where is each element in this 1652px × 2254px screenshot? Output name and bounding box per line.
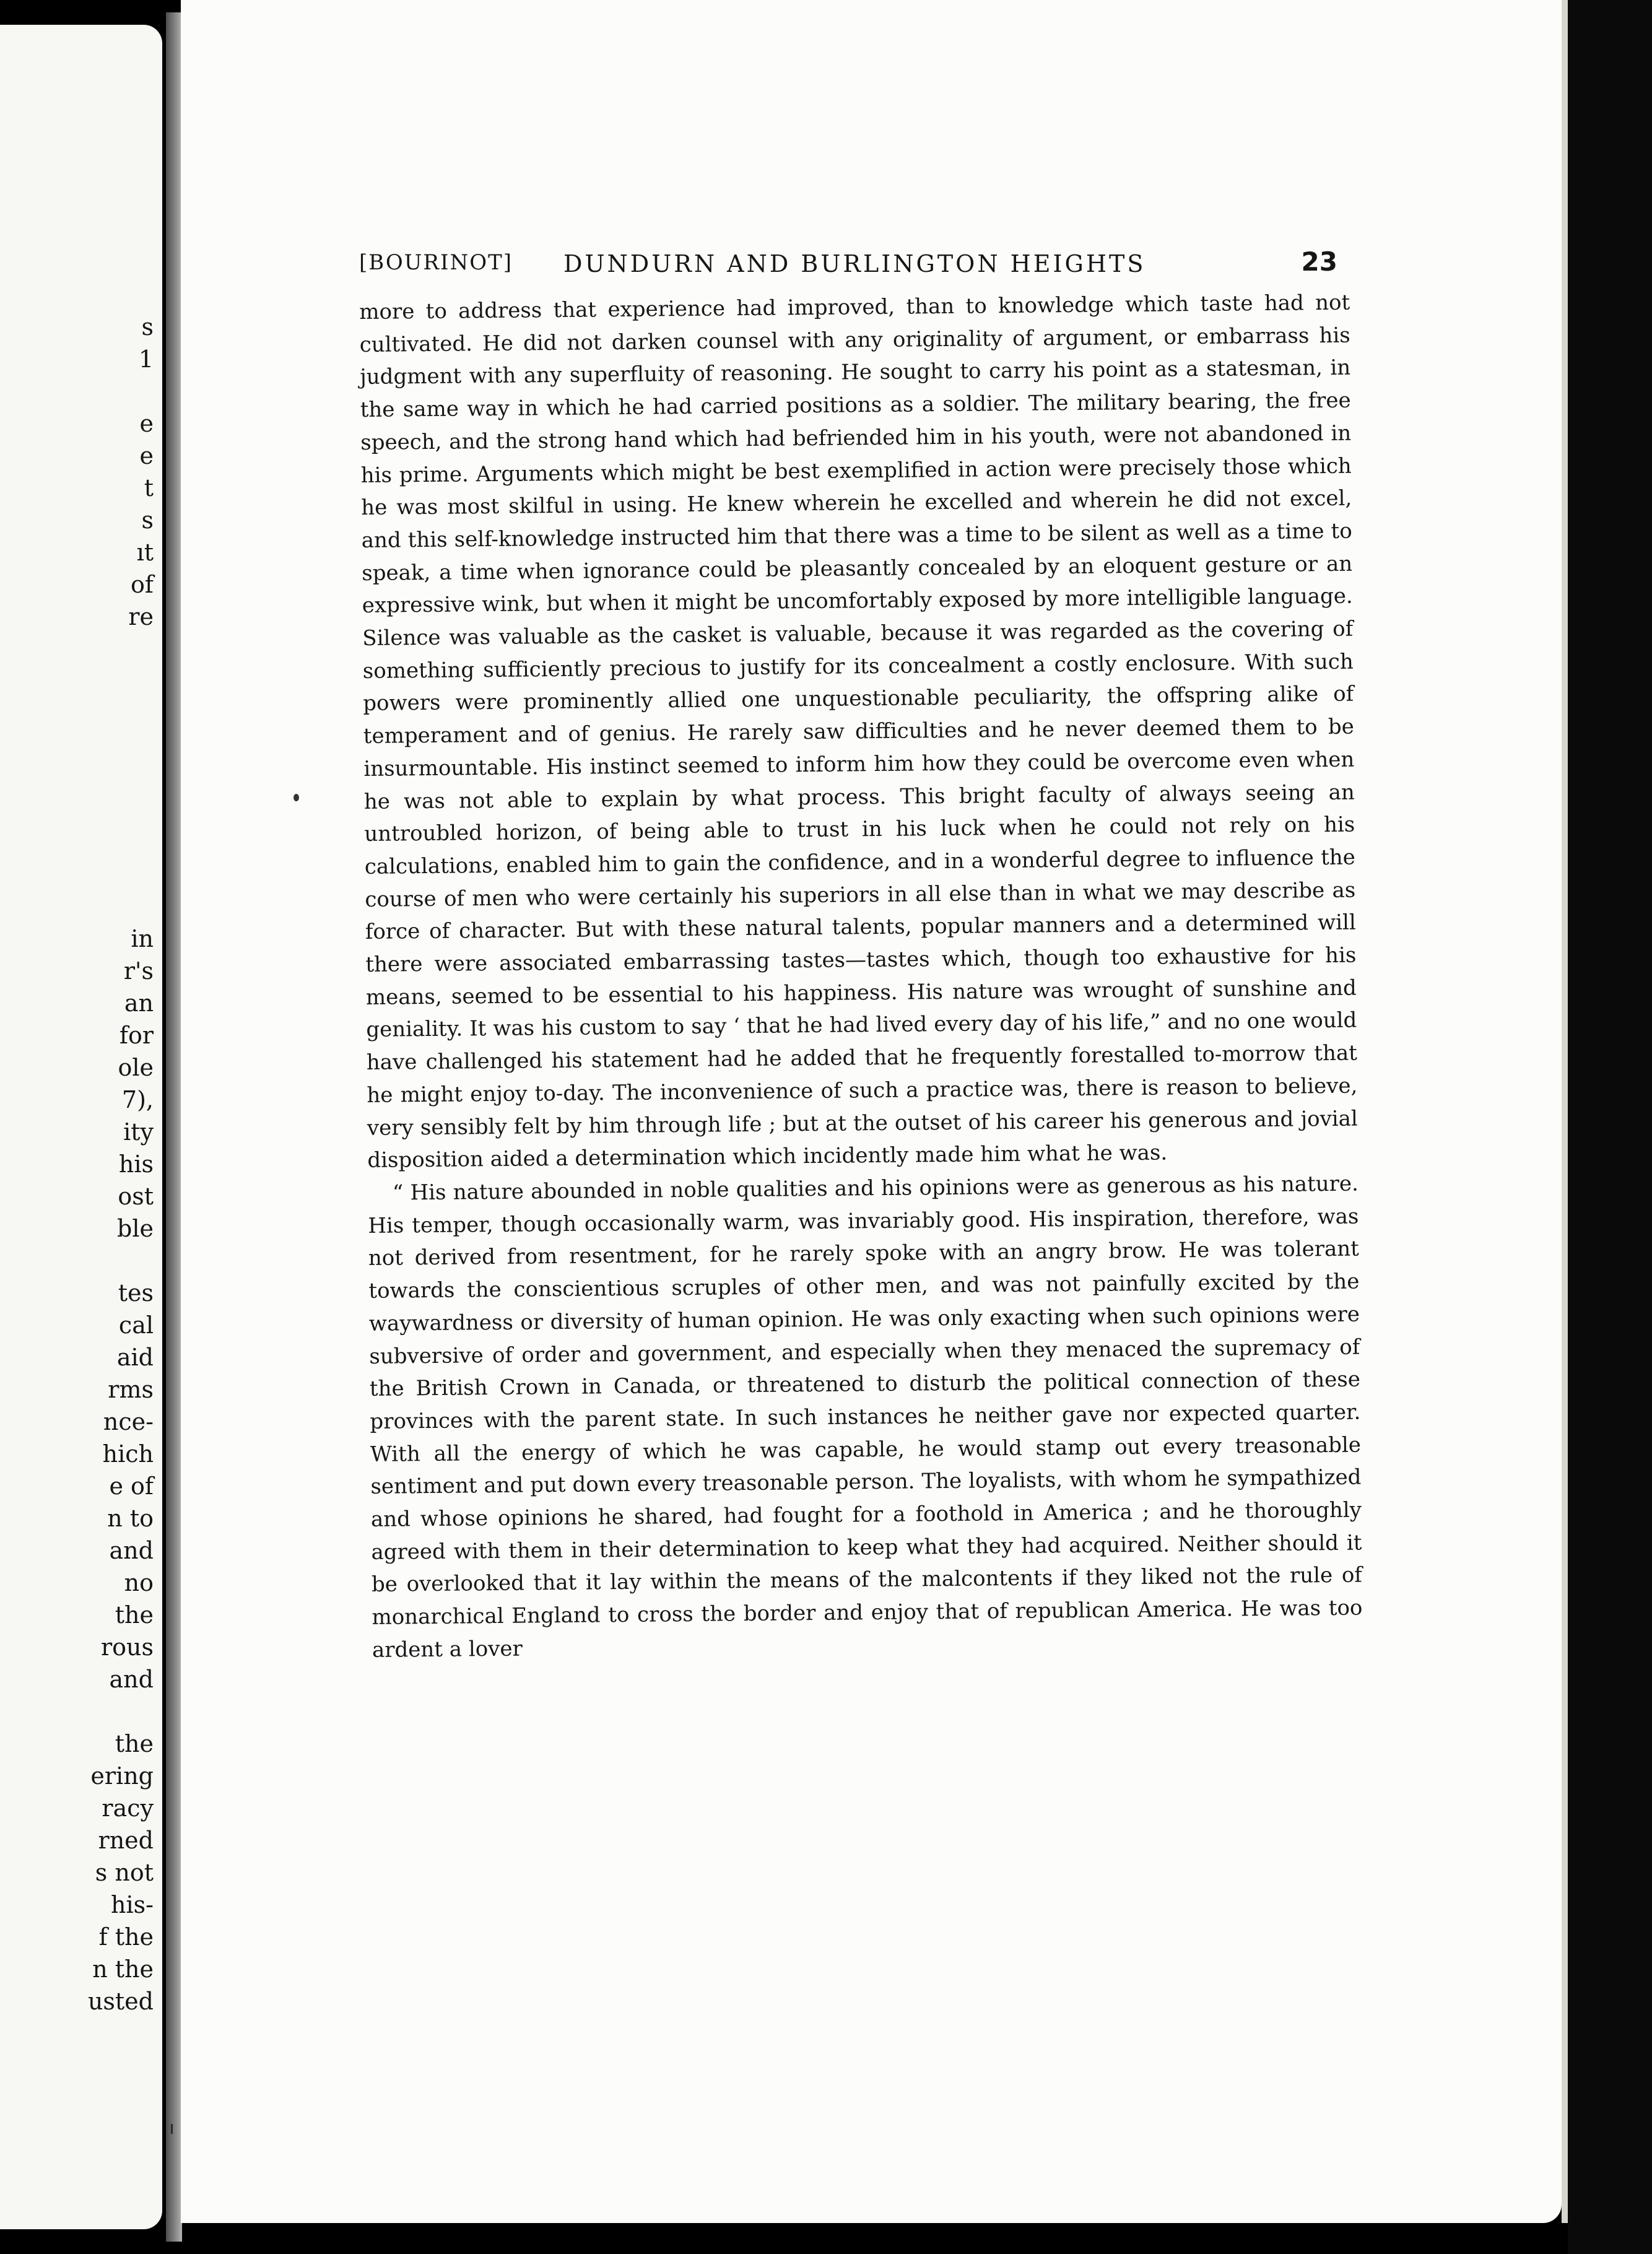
paragraph: more to address that experience had improved, than to knowledge which taste had not cultivated. He did not darken counsel with any originality of argument, or embarrass his judgment with any superfluity of reasoning. He sought to carry his point as a statesman, in the same way in which he had carried positions as a soldier. The military bearing, the free speech, and the strong hand which had befriended him in his youth, were not abandoned in his prime. Arguments which might be best exemplified in action were precisely those which he was most skilful in using. He knew wherein he excelled and wherein he did not excel, and this self-knowledge instructed him that there was a time to be silent as well as a time to speak, a time when ignorance could be pleasantly concealed by an eloquent gesture or an expressive wink, but when it might be uncomfortably exposed by more intelligible language. Silence was valuable as the casket is valuable, because it was regarded as the covering of something sufficiently precious to justify for its concealment a costly enclosure. With such powers were prominently allied one unquestionable peculiarity, the offspring alike of temperament and of genius. He rarely saw difficulties and he never deemed them to be insurmountable. His instinct seemed to inform him how they could be overcome even when he was not able to explain by what process. This bright faculty of always seeing an untroubled horizon, of being able to trust in his luck when he could not rely on his calculations, enabled him to gain the confidence, and in a wonderful degree to influence the course of men who were certainly his superiors in all else than in what we may describe as force of character. But with these natural talents, popular manners and a determined will there were associated embarrassing tastes—tastes which, though too exhaustive for his means, seemed to be essential to his happiness. His nature was wrought of sunshine and geniality. It was his custom to say ‘ that he had lived every day of his life,” and no one would have challenged his statement had he added that he frequently forestalled to-morrow that he might enjoy to-day. The inconvenience of such a practice was, there is reason to believe, very sensibly felt by him through life ; but at the outset of his career his generous and jovial disposition aided a determination which incidently made him what he was. [359,290,1359,1173]
fragment-line [30,826,154,858]
fragment-line: rms [108,1376,154,1403]
fragment-line: n the [92,1956,154,1983]
fragment-line [30,1695,154,1728]
paragraph: “ His nature abounded in noble qualities and his opinions were as generous as his nature. His temper, though occasionally warm, was invariably good. His inspiration, therefore, was not derived from resentment, for he rarely spoke with an angry brow. He was tolerant towards the conscientious scruples of other men, and was not painfully excited by the waywardness or diversity of human opinion. He was only exacting when such opinions were subversive of order and government, and especially when they menaced the supremacy of the British Crown in Canada, or threatened to disturb the political connection of these provinces with the parent state. In such instances he neither gave nor expected quarter. With all the energy of which he was capable, he would stamp out every treasonable sentiment and put down every treasonable person. The loyalists, with whom he sympathized and whose opinions he shared, had fought for a foothold in America ; and he thoroughly agreed with them in their determination to keep what they had acquired. Neither should it be overlooked that it lay within the means of the malcontents if they liked not the rule of monarchical England to cross the border and enjoy that of republican America. He was too ardent a lover [368,1171,1363,1663]
margin-speck [293,794,299,801]
fragment-line: in [131,925,154,952]
fragment-line: no [124,1569,154,1596]
gutter-mark [171,2124,173,2134]
body-text [359,287,1363,1667]
fragment-line [30,665,154,697]
fragment-line: his- [111,1891,154,1918]
fragment-line: nce- [103,1408,154,1435]
fragment-line: usted [87,1988,154,2015]
fragment-line: t [144,474,154,502]
fragment-line: 7), [121,1086,154,1113]
fragment-line: 1 [138,346,154,373]
fragment-line [30,697,154,729]
fragment-line: the [115,1730,154,1757]
fragment-line [30,375,154,407]
fragment-line: s [141,507,154,534]
fragment-line: hich [102,1440,154,1468]
page-number: 23 [1301,246,1337,277]
fragment-line: e of [109,1473,154,1500]
running-title: DUNDURN AND BURLINGTON HEIGHTS [563,250,1146,277]
fragment-line: an [124,990,154,1017]
fragment-line: e [139,410,154,437]
fragment-line: ole [118,1054,154,1081]
fragment-line: f the [98,1923,154,1951]
scan-border [1568,0,1652,2254]
fragment-line: of [131,571,154,598]
fragment-line: ity [123,1118,154,1146]
fragment-line: and [109,1537,154,1564]
fragment-line: and [109,1666,154,1693]
fragment-line: rous [100,1634,154,1661]
fragment-line: ost [118,1183,154,1210]
fragment-line: ble [117,1215,154,1242]
fragment-line: aid [116,1344,154,1371]
fragment-line: the [115,1601,154,1629]
previous-page-text-fragments [30,311,154,2017]
author-tag: [BOURINOT] [359,250,513,275]
fragment-line: his [118,1151,154,1178]
fragment-line: ıt [136,539,154,566]
previous-page-edge [0,25,162,2229]
fragment-line: s not [95,1859,154,1886]
fragment-line: racy [102,1795,154,1822]
page-edge-shadow [1562,0,1568,2223]
fragment-line [30,890,154,923]
fragment-line [30,633,154,665]
fragment-line: ering [90,1762,154,1790]
fragment-line: re [128,603,154,630]
fragment-line: for [119,1022,154,1049]
fragment-line [30,794,154,826]
fragment-line: cal [118,1312,154,1339]
fragment-line [30,1245,154,1277]
running-header [359,246,1337,286]
fragment-line [30,762,154,794]
fragment-line: n to [107,1505,154,1532]
fragment-line: s [141,313,154,341]
fragment-line: tes [118,1279,154,1307]
book-gutter [166,12,182,2242]
fragment-line [30,729,154,762]
fragment-line [30,858,154,890]
fragment-line: e [139,442,154,469]
fragment-line: rned [98,1827,154,1854]
fragment-line: r's [123,957,154,985]
